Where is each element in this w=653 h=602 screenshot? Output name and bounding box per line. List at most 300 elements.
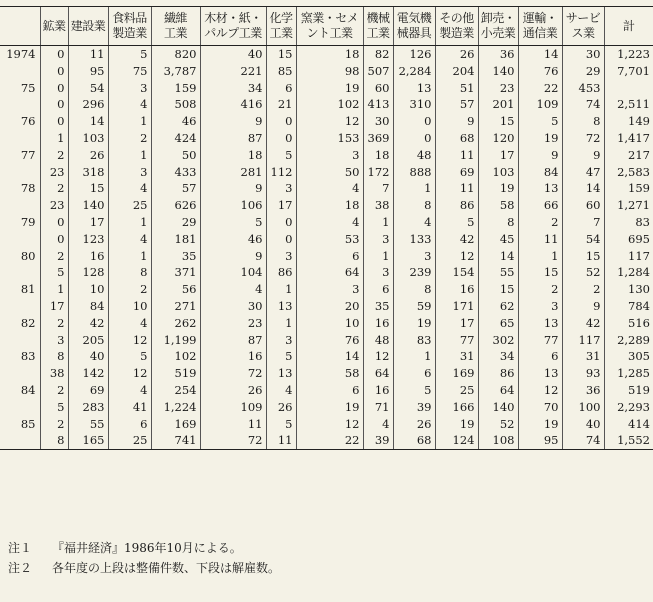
value-cell: 0 — [40, 113, 68, 130]
value-cell: 1,271 — [604, 197, 653, 214]
value-cell: 205 — [68, 332, 108, 349]
value-cell: 74 — [562, 432, 604, 449]
value-cell: 70 — [518, 399, 562, 416]
table-row-upper — [0, 147, 653, 164]
column-header: 建設業 — [68, 7, 108, 46]
header-year-corner — [0, 7, 40, 46]
value-cell: 741 — [151, 432, 200, 449]
value-cell: 14 — [68, 113, 108, 130]
value-cell: 60 — [562, 197, 604, 214]
value-cell: 64 — [478, 382, 518, 399]
value-cell: 69 — [435, 164, 478, 181]
column-header: サービ ス業 — [562, 7, 604, 46]
value-cell: 133 — [393, 231, 435, 248]
value-cell: 9 — [200, 113, 266, 130]
value-cell: 15 — [68, 180, 108, 197]
year-cell: 1974 — [6, 47, 36, 61]
year-cell — [0, 130, 40, 147]
value-cell: 6 — [108, 416, 151, 433]
column-header: その他 製造業 — [435, 7, 478, 46]
value-cell: 453 — [562, 80, 604, 97]
value-cell: 87 — [200, 332, 266, 349]
value-cell: 4 — [296, 214, 363, 231]
value-cell: 4 — [393, 214, 435, 231]
value-cell: 76 — [296, 332, 363, 349]
value-cell: 12 — [108, 332, 151, 349]
value-cell: 7 — [562, 214, 604, 231]
value-cell: 1,224 — [151, 399, 200, 416]
value-cell: 0 — [40, 46, 68, 63]
table-row-upper — [0, 281, 653, 298]
value-cell: 296 — [68, 96, 108, 113]
value-cell: 25 — [435, 382, 478, 399]
value-cell: 86 — [435, 197, 478, 214]
value-cell: 26 — [200, 382, 266, 399]
value-cell — [604, 80, 653, 97]
value-cell: 102 — [296, 96, 363, 113]
value-cell: 371 — [151, 264, 200, 281]
value-cell: 1,285 — [604, 365, 653, 382]
value-cell: 35 — [151, 248, 200, 265]
value-cell: 57 — [435, 96, 478, 113]
value-cell: 4 — [108, 231, 151, 248]
value-cell: 15 — [562, 248, 604, 265]
value-cell: 9 — [562, 147, 604, 164]
footnote — [8, 558, 280, 578]
value-cell: 4 — [108, 315, 151, 332]
value-cell: 54 — [562, 231, 604, 248]
value-cell: 2 — [518, 281, 562, 298]
value-cell: 0 — [40, 96, 68, 113]
column-header: 電気機 械器具 — [393, 7, 435, 46]
value-cell: 1 — [518, 248, 562, 265]
value-cell: 42 — [68, 315, 108, 332]
value-cell: 3,787 — [151, 63, 200, 80]
value-cell: 5 — [108, 46, 151, 63]
statistics-table — [0, 6, 653, 450]
value-cell: 5 — [40, 264, 68, 281]
value-cell: 7,701 — [604, 63, 653, 80]
value-cell: 507 — [363, 63, 393, 80]
value-cell: 2 — [518, 214, 562, 231]
value-cell: 18 — [296, 197, 363, 214]
value-cell: 2 — [40, 147, 68, 164]
year-cell: 81 — [20, 282, 36, 297]
value-cell: 5 — [40, 399, 68, 416]
value-cell: 124 — [435, 432, 478, 449]
value-cell: 0 — [40, 231, 68, 248]
column-header: 化学 工業 — [266, 7, 296, 46]
value-cell: 59 — [393, 298, 435, 315]
value-cell: 695 — [604, 231, 653, 248]
value-cell: 0 — [266, 113, 296, 130]
value-cell: 117 — [604, 248, 653, 265]
value-cell: 1,199 — [151, 332, 200, 349]
table-row-lower — [0, 298, 653, 315]
value-cell: 100 — [562, 399, 604, 416]
value-cell: 31 — [562, 348, 604, 365]
value-cell: 17 — [478, 147, 518, 164]
value-cell: 519 — [151, 365, 200, 382]
value-cell: 254 — [151, 382, 200, 399]
value-cell: 26 — [435, 46, 478, 63]
column-header: 計 — [604, 7, 653, 46]
year-cell: 77 — [20, 147, 36, 162]
value-cell: 508 — [151, 96, 200, 113]
value-cell: 1 — [108, 248, 151, 265]
value-cell: 5 — [393, 382, 435, 399]
value-cell: 40 — [562, 416, 604, 433]
value-cell: 17 — [40, 298, 68, 315]
value-cell: 52 — [478, 416, 518, 433]
value-cell: 0 — [40, 80, 68, 97]
value-cell: 11 — [435, 147, 478, 164]
value-cell: 10 — [68, 281, 108, 298]
table-row-lower — [0, 332, 653, 349]
value-cell: 98 — [296, 63, 363, 80]
value-cell: 83 — [393, 332, 435, 349]
value-cell: 4 — [108, 180, 151, 197]
value-cell: 29 — [151, 214, 200, 231]
value-cell: 10 — [296, 315, 363, 332]
value-cell: 3 — [108, 164, 151, 181]
value-cell: 12 — [108, 365, 151, 382]
value-cell: 13 — [393, 80, 435, 97]
value-cell: 1 — [40, 130, 68, 147]
column-header: 運輸・ 通信業 — [518, 7, 562, 46]
value-cell: 102 — [151, 348, 200, 365]
value-cell: 3 — [40, 332, 68, 349]
value-cell: 19 — [518, 416, 562, 433]
value-cell: 21 — [266, 96, 296, 113]
table-body — [0, 46, 653, 450]
value-cell: 3 — [296, 281, 363, 298]
value-cell: 5 — [435, 214, 478, 231]
column-header: 食料品 製造業 — [108, 7, 151, 46]
table-row-lower — [0, 432, 653, 449]
value-cell: 16 — [68, 248, 108, 265]
year-cell — [0, 164, 40, 181]
value-cell: 29 — [562, 63, 604, 80]
value-cell: 4 — [200, 281, 266, 298]
value-cell: 13 — [518, 180, 562, 197]
value-cell: 66 — [518, 197, 562, 214]
value-cell: 77 — [435, 332, 478, 349]
year-cell: 85 — [20, 416, 36, 431]
value-cell: 126 — [393, 46, 435, 63]
value-cell: 11 — [518, 231, 562, 248]
table-row-upper — [0, 80, 653, 97]
value-cell: 1,223 — [604, 46, 653, 63]
value-cell: 281 — [200, 164, 266, 181]
value-cell: 369 — [363, 130, 393, 147]
value-cell: 18 — [363, 147, 393, 164]
footnote-text: 各年度の上段は整備件数、下段は解雇数。 — [52, 561, 281, 575]
value-cell: 318 — [68, 164, 108, 181]
value-cell: 69 — [68, 382, 108, 399]
value-cell: 22 — [518, 80, 562, 97]
value-cell: 38 — [40, 365, 68, 382]
table-row-lower — [0, 130, 653, 147]
value-cell: 48 — [393, 147, 435, 164]
value-cell: 117 — [562, 332, 604, 349]
column-header: 木材・紙・ パルプ工業 — [200, 7, 266, 46]
value-cell: 47 — [562, 164, 604, 181]
value-cell: 39 — [363, 432, 393, 449]
value-cell: 46 — [151, 113, 200, 130]
value-cell: 416 — [200, 96, 266, 113]
value-cell: 23 — [40, 197, 68, 214]
value-cell: 52 — [562, 264, 604, 281]
value-cell: 68 — [435, 130, 478, 147]
value-cell: 51 — [435, 80, 478, 97]
value-cell: 19 — [393, 315, 435, 332]
value-cell: 9 — [518, 147, 562, 164]
value-cell: 1 — [363, 214, 393, 231]
value-cell: 13 — [518, 315, 562, 332]
value-cell: 41 — [108, 399, 151, 416]
value-cell: 302 — [478, 332, 518, 349]
value-cell: 9 — [200, 248, 266, 265]
value-cell: 1 — [266, 315, 296, 332]
table-wrapper — [0, 6, 650, 450]
value-cell: 8 — [393, 281, 435, 298]
value-cell: 75 — [108, 63, 151, 80]
year-cell — [0, 264, 40, 281]
value-cell: 108 — [478, 432, 518, 449]
value-cell: 8 — [40, 348, 68, 365]
value-cell: 23 — [40, 164, 68, 181]
value-cell: 87 — [200, 130, 266, 147]
value-cell: 5 — [200, 214, 266, 231]
value-cell: 10 — [108, 298, 151, 315]
value-cell: 85 — [266, 63, 296, 80]
value-cell: 106 — [200, 197, 266, 214]
table-row-lower — [0, 96, 653, 113]
value-cell: 64 — [296, 264, 363, 281]
value-cell: 153 — [296, 130, 363, 147]
value-cell: 2 — [40, 315, 68, 332]
value-cell: 9 — [200, 180, 266, 197]
value-cell: 103 — [68, 130, 108, 147]
value-cell: 36 — [562, 382, 604, 399]
value-cell: 2 — [40, 382, 68, 399]
value-cell: 109 — [200, 399, 266, 416]
column-header: 卸売・ 小売業 — [478, 7, 518, 46]
table-row-upper — [0, 315, 653, 332]
value-cell: 1 — [266, 281, 296, 298]
column-header: 機械 工業 — [363, 7, 393, 46]
value-cell: 55 — [68, 416, 108, 433]
value-cell: 62 — [478, 298, 518, 315]
value-cell: 25 — [108, 197, 151, 214]
value-cell: 1,417 — [604, 130, 653, 147]
value-cell: 159 — [604, 180, 653, 197]
footnote-label: 注２ — [8, 561, 33, 575]
value-cell: 15 — [266, 46, 296, 63]
value-cell: 2 — [40, 416, 68, 433]
value-cell: 0 — [266, 214, 296, 231]
value-cell: 83 — [604, 214, 653, 231]
value-cell: 4 — [108, 382, 151, 399]
value-cell: 165 — [68, 432, 108, 449]
value-cell: 19 — [296, 80, 363, 97]
value-cell: 4 — [108, 96, 151, 113]
value-cell: 13 — [266, 365, 296, 382]
year-cell: 79 — [20, 214, 36, 229]
value-cell: 516 — [604, 315, 653, 332]
value-cell: 0 — [393, 113, 435, 130]
value-cell: 159 — [151, 80, 200, 97]
value-cell: 12 — [518, 382, 562, 399]
value-cell: 53 — [296, 231, 363, 248]
table-row-upper — [0, 348, 653, 365]
value-cell: 103 — [478, 164, 518, 181]
value-cell: 109 — [518, 96, 562, 113]
value-cell: 1,284 — [604, 264, 653, 281]
value-cell: 2 — [562, 281, 604, 298]
value-cell: 1 — [393, 180, 435, 197]
value-cell: 262 — [151, 315, 200, 332]
value-cell: 5 — [266, 416, 296, 433]
value-cell: 4 — [363, 416, 393, 433]
value-cell: 6 — [363, 281, 393, 298]
year-cell — [0, 197, 40, 214]
table-row-lower — [0, 197, 653, 214]
table-row-upper — [0, 382, 653, 399]
value-cell: 72 — [562, 130, 604, 147]
value-cell: 201 — [478, 96, 518, 113]
value-cell: 54 — [68, 80, 108, 97]
value-cell: 7 — [363, 180, 393, 197]
value-cell: 46 — [200, 231, 266, 248]
value-cell: 68 — [393, 432, 435, 449]
value-cell: 95 — [68, 63, 108, 80]
value-cell: 6 — [296, 248, 363, 265]
value-cell: 140 — [68, 197, 108, 214]
value-cell: 39 — [393, 399, 435, 416]
value-cell: 36 — [478, 46, 518, 63]
value-cell: 172 — [363, 164, 393, 181]
column-header: 鉱業 — [40, 7, 68, 46]
value-cell: 17 — [68, 214, 108, 231]
value-cell: 0 — [393, 130, 435, 147]
value-cell: 14 — [478, 248, 518, 265]
value-cell: 12 — [435, 248, 478, 265]
value-cell: 76 — [518, 63, 562, 80]
value-cell: 3 — [266, 248, 296, 265]
value-cell: 2 — [108, 281, 151, 298]
value-cell: 3 — [296, 147, 363, 164]
value-cell: 48 — [363, 332, 393, 349]
year-cell: 80 — [20, 248, 36, 263]
value-cell: 112 — [266, 164, 296, 181]
value-cell: 58 — [478, 197, 518, 214]
value-cell: 31 — [435, 348, 478, 365]
value-cell: 3 — [108, 80, 151, 97]
value-cell: 40 — [68, 348, 108, 365]
value-cell: 2,293 — [604, 399, 653, 416]
value-cell: 22 — [296, 432, 363, 449]
value-cell: 1,552 — [604, 432, 653, 449]
value-cell: 3 — [393, 248, 435, 265]
value-cell: 42 — [562, 315, 604, 332]
value-cell: 74 — [562, 96, 604, 113]
table-row-lower — [0, 164, 653, 181]
value-cell: 19 — [518, 130, 562, 147]
value-cell: 35 — [363, 298, 393, 315]
value-cell: 34 — [478, 348, 518, 365]
value-cell: 14 — [562, 180, 604, 197]
value-cell: 204 — [435, 63, 478, 80]
table-row-upper — [0, 214, 653, 231]
value-cell: 154 — [435, 264, 478, 281]
value-cell: 519 — [604, 382, 653, 399]
value-cell: 12 — [296, 416, 363, 433]
value-cell: 271 — [151, 298, 200, 315]
value-cell: 65 — [478, 315, 518, 332]
value-cell: 8 — [393, 197, 435, 214]
value-cell: 9 — [435, 113, 478, 130]
value-cell: 6 — [296, 382, 363, 399]
value-cell: 130 — [604, 281, 653, 298]
table-row-upper — [0, 248, 653, 265]
value-cell: 16 — [363, 315, 393, 332]
year-cell: 82 — [20, 315, 36, 330]
value-cell: 30 — [200, 298, 266, 315]
value-cell: 30 — [562, 46, 604, 63]
value-cell: 12 — [363, 348, 393, 365]
year-cell — [0, 231, 40, 248]
value-cell: 1 — [363, 248, 393, 265]
table-row-lower — [0, 264, 653, 281]
value-cell: 181 — [151, 231, 200, 248]
table-row-lower — [0, 399, 653, 416]
value-cell: 166 — [435, 399, 478, 416]
table-row-lower — [0, 365, 653, 382]
value-cell: 57 — [151, 180, 200, 197]
value-cell: 1 — [393, 348, 435, 365]
value-cell: 5 — [108, 348, 151, 365]
column-header: 窯業・セメ ント工業 — [296, 7, 363, 46]
value-cell: 888 — [393, 164, 435, 181]
value-cell: 414 — [604, 416, 653, 433]
value-cell: 16 — [200, 348, 266, 365]
value-cell: 26 — [266, 399, 296, 416]
value-cell: 17 — [266, 197, 296, 214]
value-cell: 1 — [108, 147, 151, 164]
value-cell: 120 — [478, 130, 518, 147]
value-cell: 8 — [478, 214, 518, 231]
year-cell — [0, 63, 40, 80]
value-cell: 8 — [40, 432, 68, 449]
value-cell: 9 — [562, 298, 604, 315]
value-cell: 23 — [478, 80, 518, 97]
value-cell: 6 — [393, 365, 435, 382]
value-cell: 38 — [363, 197, 393, 214]
year-cell — [0, 96, 40, 113]
value-cell: 15 — [478, 113, 518, 130]
value-cell: 17 — [435, 315, 478, 332]
value-cell: 2 — [40, 248, 68, 265]
table-row-lower — [0, 231, 653, 248]
footnote-label: 注１ — [8, 541, 33, 555]
value-cell: 82 — [363, 46, 393, 63]
year-cell: 78 — [20, 181, 36, 196]
value-cell: 13 — [518, 365, 562, 382]
value-cell: 8 — [562, 113, 604, 130]
footnote-text: 『福井経済』1986年10月による。 — [52, 541, 242, 555]
